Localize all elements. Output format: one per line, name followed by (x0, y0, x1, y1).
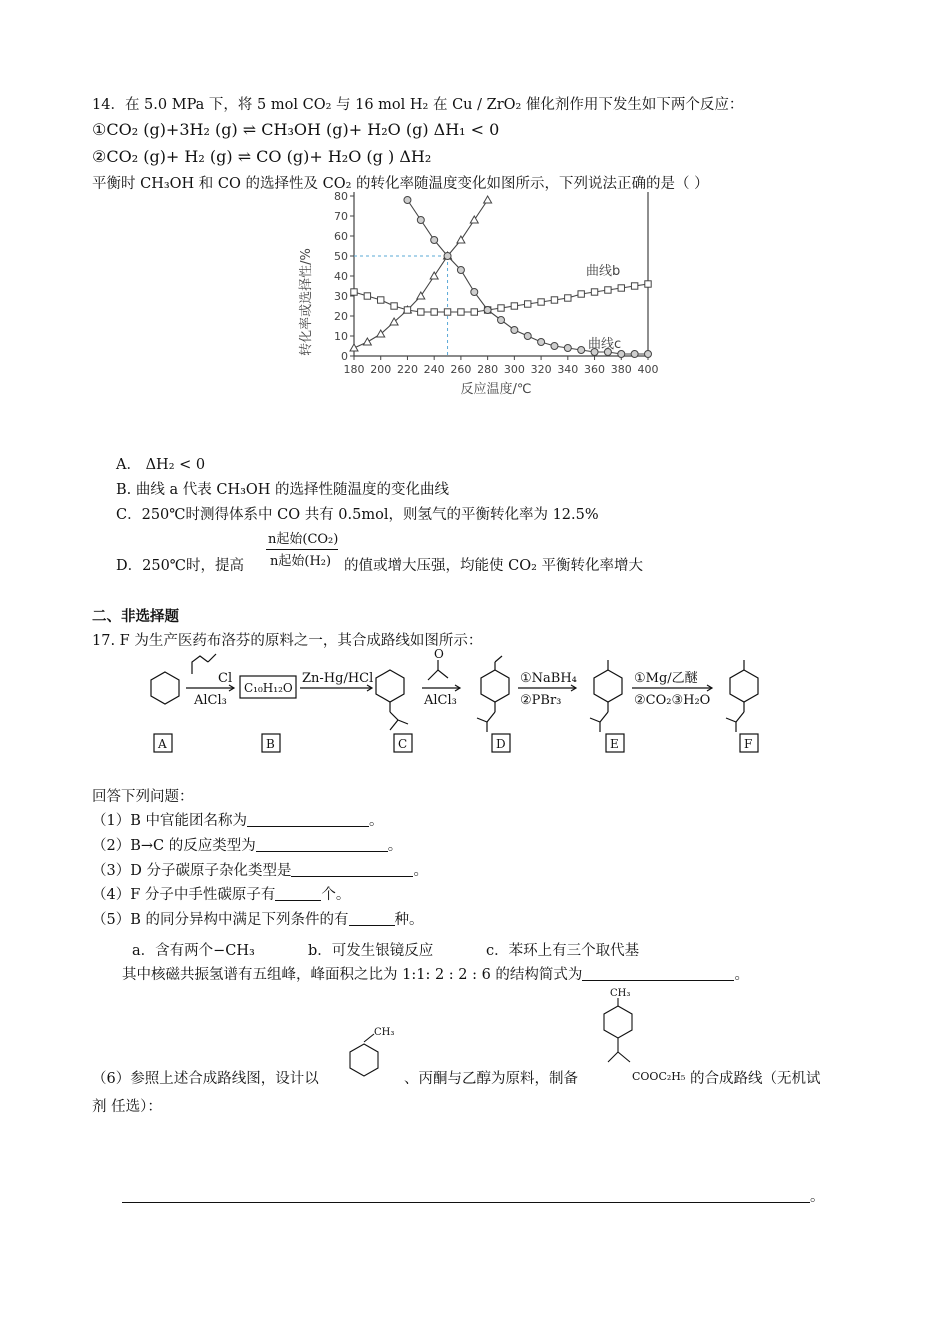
point-square (565, 295, 571, 301)
point-circle (444, 253, 451, 260)
answer-blank-nmr[interactable] (582, 966, 734, 981)
q17-part-5-text: （5）B 的同分异构中满足下列条件的有 (92, 912, 349, 928)
point-square (351, 289, 357, 295)
structure-f (726, 660, 758, 732)
point-square (444, 309, 450, 315)
reagent-4-top: ①NaBH₄ (520, 671, 577, 686)
q17-part-4-text: （4）F 分子中手性碳原子有 (92, 887, 276, 903)
label-d: D (496, 737, 506, 751)
point-square (645, 281, 651, 287)
point-square (391, 303, 397, 309)
y-tick-label: 30 (334, 290, 348, 303)
q14-option-a: A． ΔH₂ < 0 (116, 457, 206, 473)
point-circle (484, 307, 491, 314)
label-f: F (744, 737, 753, 751)
reagent-2-top: Zn-Hg/HCl (302, 671, 374, 686)
structure-a-benzene (151, 672, 179, 704)
q14-option-d-suffix: 的值或增大压强，均能使 CO₂ 平衡转化率增大 (344, 558, 644, 574)
q14-stem: 14．在 5.0 MPa 下，将 5 mol CO₂ 与 16 mol H₂ 在 Cu / ZrO₂ 催化剂作用下发生如下两个反应： (92, 97, 744, 113)
label-b: B (266, 737, 275, 751)
compound-labels (154, 734, 758, 752)
label-e: E (610, 737, 619, 751)
toluene-structure (344, 1022, 404, 1088)
period: 。 (413, 863, 428, 879)
answer-blank-4[interactable] (275, 886, 321, 901)
period: 。 (387, 838, 403, 854)
point-triangle (350, 344, 358, 351)
point-circle (498, 317, 505, 324)
q17-answer-intro: 回答下列问题： (92, 789, 194, 805)
point-square (404, 307, 410, 313)
chart-y-axis-label: 转化率或选择性/% (299, 248, 314, 356)
q17-part-6-answer-line (122, 1188, 825, 1206)
q17-stem: 17. F 为生产医药布洛芬的原料之一，其合成路线如图所示： (92, 633, 483, 649)
point-circle (538, 339, 545, 346)
point-square (431, 309, 437, 315)
x-tick-label: 180 (343, 363, 365, 376)
x-tick-label: 360 (584, 363, 606, 376)
reagent-4-bottom: ②PBr₃ (520, 693, 562, 708)
q17-part-1-text: （1）B 中官能团名称为 (92, 813, 247, 829)
point-square (538, 299, 544, 305)
period: 。 (810, 1189, 825, 1205)
box-b-formula: C₁₀H₁₂O (244, 681, 293, 695)
q17-part-5-suffix: 种。 (394, 912, 424, 928)
point-circle (578, 347, 585, 354)
series-label-curve-c: 曲线c (588, 337, 622, 352)
synthesis-scheme (140, 648, 800, 758)
reagent-1-top: Cl (218, 671, 233, 686)
q17-part-4-suffix: 个。 (321, 887, 351, 903)
series-曲线b (351, 281, 651, 315)
target-ester-structure (586, 986, 706, 1096)
point-square (578, 291, 584, 297)
x-tick-label: 400 (637, 363, 659, 376)
x-tick-label: 300 (503, 363, 525, 376)
point-square (605, 287, 611, 293)
q17-part-6-a: （6）参照上述合成路线图，设计以 (92, 1071, 319, 1087)
q17-part-2-text: （2）B→C 的反应类型为 (92, 838, 256, 854)
y-tick-label: 20 (334, 310, 348, 323)
x-tick-label: 240 (423, 363, 445, 376)
point-triangle (417, 292, 425, 299)
structure-c (376, 670, 408, 730)
q17-part-3-text: （3）D 分子碳原子杂化类型是 (92, 863, 292, 879)
q14-reaction-1: ①CO₂ (g)+3H₂ (g) ⇌ CH₃OH (g)+ H₂O (g) ΔH₁ < 0 (92, 120, 500, 139)
point-triangle (457, 236, 465, 243)
point-square (364, 293, 370, 299)
point-circle (431, 237, 438, 244)
point-circle (511, 327, 518, 334)
label-c: C (398, 737, 408, 751)
point-square (378, 297, 384, 303)
series-label-curve-b: 曲线b (586, 264, 621, 279)
y-tick-label: 80 (334, 190, 348, 203)
answer-blank-5[interactable] (349, 911, 395, 926)
q14-chart (296, 190, 659, 402)
point-square (471, 309, 477, 315)
point-triangle (470, 216, 478, 223)
q17-part-4 (92, 886, 350, 904)
point-circle (471, 289, 478, 296)
q14-prompt: 平衡时 CH₃OH 和 CO 的选择性及 CO₂ 的转化率随温度变化如图所示，下列说法正确的是（ ） (92, 176, 709, 192)
y-tick-label: 60 (334, 230, 348, 243)
point-triangle (430, 272, 438, 279)
answer-blank-1[interactable] (247, 812, 369, 827)
fraction-bar (266, 549, 338, 550)
x-tick-label: 380 (610, 363, 632, 376)
condition-b: b．可发生银镜反应 (308, 943, 434, 959)
reagent-5-top: ①Mg/乙醚 (634, 671, 698, 686)
arrow-c-to-d (422, 660, 460, 691)
reagent-3-top: O (434, 647, 444, 661)
point-square (618, 285, 624, 291)
q14-option-b: B. 曲线 a 代表 CH₃OH 的选择性随温度的变化曲线 (116, 482, 450, 498)
toluene-methyl-label: CH₃ (374, 1027, 395, 1038)
q14-reaction-2: ②CO₂ (g)+ H₂ (g) ⇌ CO (g)+ H₂O (g ) ΔH₂ (92, 147, 432, 166)
point-circle (645, 351, 652, 358)
structure-d (477, 656, 509, 732)
point-circle (457, 267, 464, 274)
point-square (631, 283, 637, 289)
x-tick-label: 200 (370, 363, 392, 376)
x-tick-label: 280 (477, 363, 499, 376)
point-triangle (363, 338, 371, 345)
condition-a: a．含有两个−CH₃ (132, 943, 255, 959)
chart-x-axis-label: 反应温度/℃ (460, 382, 532, 397)
answer-blank-3[interactable] (291, 862, 413, 877)
reagent-5-bottom: ②CO₂③H₂O (634, 693, 711, 708)
q17-part-2 (92, 837, 402, 855)
q14-option-c: C．250℃时测得体系中 CO 共有 0.5mol，则氢气的平衡转化率为 12.5% (116, 507, 599, 523)
point-circle (564, 345, 571, 352)
reagent-3-bottom: AlCl₃ (424, 693, 457, 708)
answer-blank-6[interactable] (122, 1188, 810, 1203)
label-a: A (158, 737, 167, 751)
section-2-title: 二、非选择题 (92, 608, 179, 625)
x-tick-label: 320 (530, 363, 552, 376)
structure-e (590, 660, 622, 732)
reagent-1-bottom: AlCl₃ (194, 693, 227, 708)
point-circle (631, 351, 638, 358)
point-square (591, 289, 597, 295)
q17-part-6-b: 、丙酮与乙醇为原料，制备 (404, 1071, 578, 1087)
point-circle (524, 333, 531, 340)
y-tick-label: 70 (334, 210, 348, 223)
q17-part-1 (92, 812, 384, 830)
point-square (418, 309, 424, 315)
q14-option-d-numerator: n起始(CO₂) (268, 532, 339, 547)
point-square (551, 297, 557, 303)
y-tick-label: 40 (334, 270, 348, 283)
x-tick-label: 340 (557, 363, 579, 376)
target-ester-label: COOC₂H₅ (632, 1070, 686, 1083)
q17-nmr-text: 其中核磁共振氢谱有五组峰，峰面积之比为 1:1: 2 : 2 : 6 的结构简式为 (122, 967, 583, 983)
target-methyl-label: CH₃ (610, 988, 631, 999)
point-circle (417, 217, 424, 224)
answer-blank-2[interactable] (256, 837, 388, 852)
condition-c: c．苯环上有三个取代基 (486, 943, 640, 959)
period: 。 (369, 813, 384, 829)
q14-option-d-denominator: n起始(H₂) (270, 554, 332, 569)
q17-part-5 (92, 911, 424, 929)
q14-option-d-prefix: D．250℃时，提高 (116, 558, 245, 574)
q17-part-6-c: 的合成路线（无机试 (690, 1071, 821, 1087)
q17-part-6-d: 剂 任选）： (92, 1099, 162, 1115)
q17-part-3 (92, 862, 428, 880)
point-square (525, 301, 531, 307)
x-tick-label: 220 (396, 363, 418, 376)
x-tick-label: 260 (450, 363, 472, 376)
y-tick-label: 10 (334, 330, 348, 343)
point-circle (551, 343, 558, 350)
y-tick-label: 0 (341, 350, 348, 363)
point-square (511, 303, 517, 309)
period: 。 (734, 967, 749, 983)
q17-nmr-line (122, 966, 749, 984)
point-square (498, 305, 504, 311)
point-circle (404, 197, 411, 204)
y-tick-label: 50 (334, 250, 348, 263)
point-square (458, 309, 464, 315)
point-triangle (484, 196, 492, 203)
